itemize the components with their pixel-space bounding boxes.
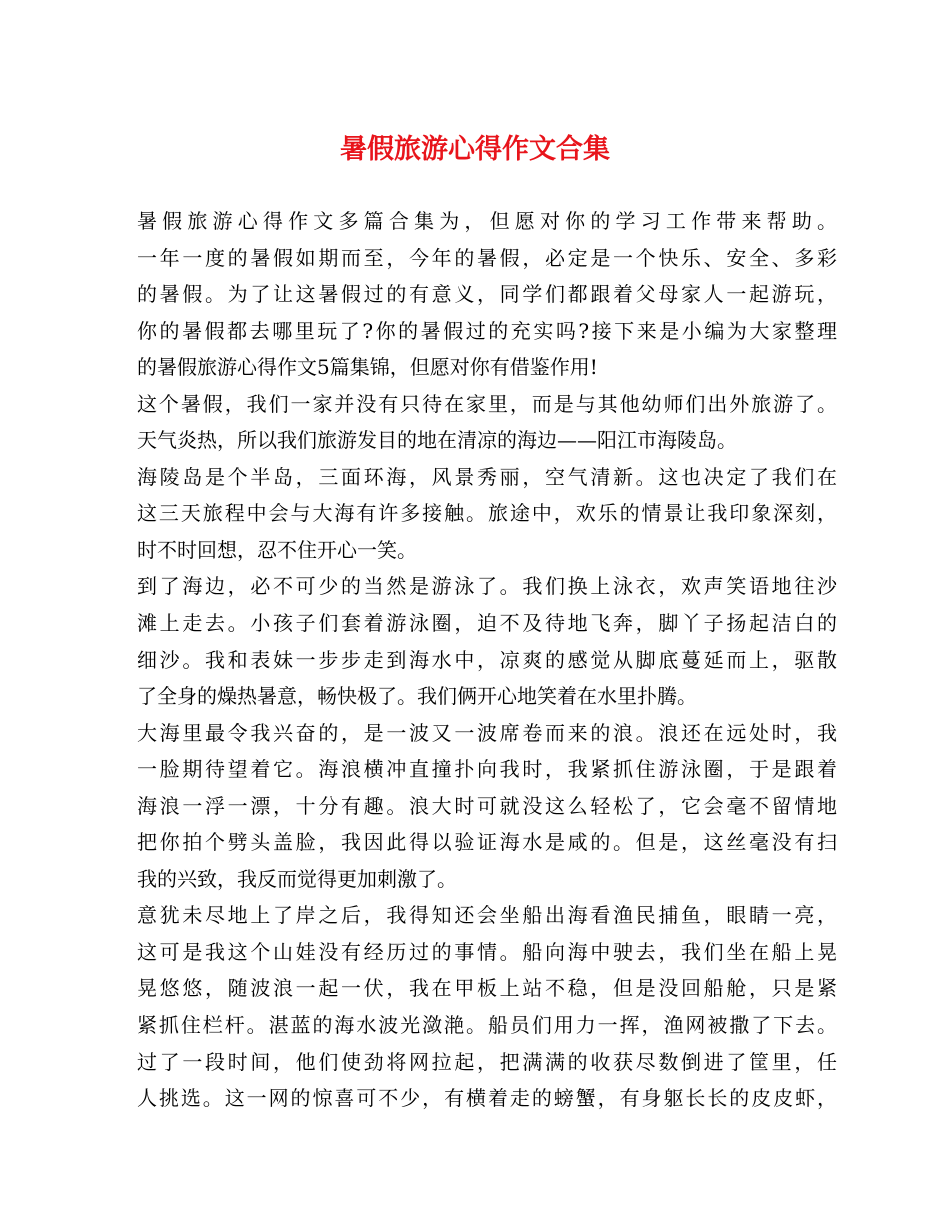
text-line: 把你拍个劈头盖脸，我因此得以验证海水是咸的。但是，这丝毫没有扫 bbox=[137, 830, 837, 855]
text-line: 一脸期待望着它。海浪横冲直撞扑向我时，我紧抓住游泳圈，于是跟着 bbox=[137, 757, 837, 782]
text-line: 这三天旅程中会与大海有许多接触。旅途中，欢乐的情景让我印象深刻， bbox=[137, 501, 837, 526]
text-line: 到了海边，必不可少的当然是游泳了。我们换上泳衣，欢声笑语地往沙 bbox=[137, 574, 837, 599]
text-line: 暑假旅游心得作文多篇合集为，但愿对你的学习工作带来帮助。 bbox=[137, 209, 837, 233]
text-line: 了全身的燥热暑意，畅快极了。我们俩开心地笑着在水里扑腾。 bbox=[137, 684, 697, 709]
text-line: 的暑假旅游心得作文5篇集锦，但愿对你有借鉴作用! bbox=[137, 355, 598, 380]
text-line: 海陵岛是个半岛，三面环海，风景秀丽，空气清新。这也决定了我们在 bbox=[137, 464, 837, 489]
text-line: 晃悠悠，随波浪一起一伏，我在甲板上站不稳，但是没回船舱，只是紧 bbox=[137, 976, 837, 1001]
text-line: 过了一段时间，他们使劲将网拉起，把满满的收获尽数倒进了筐里，任 bbox=[137, 1049, 837, 1074]
text-line: 天气炎热，所以我们旅游发目的地在清凉的海边——阳江市海陵岛。 bbox=[137, 428, 737, 453]
text-line: 时不时回想，忍不住开心一笑。 bbox=[137, 537, 417, 562]
text-line: 这可是我这个山娃没有经历过的事情。船向海中驶去，我们坐在船上晃 bbox=[137, 939, 837, 964]
document-title: 暑假旅游心得作文合集 bbox=[340, 134, 610, 165]
text-line: 这个暑假，我们一家并没有只待在家里，而是与其他幼师们出外旅游了。 bbox=[137, 391, 837, 416]
text-line: 海浪一浮一漂，十分有趣。浪大时可就没这么轻松了，它会毫不留情地 bbox=[137, 793, 837, 818]
text-line: 意犹未尽地上了岸之后，我得知还会坐船出海看渔民捕鱼，眼睛一亮， bbox=[137, 903, 837, 928]
text-line: 我的兴致，我反而觉得更加刺激了。 bbox=[137, 866, 457, 891]
text-line: 大海里最令我兴奋的，是一波又一波席卷而来的浪。浪还在远处时，我 bbox=[137, 720, 837, 745]
text-line: 一年一度的暑假如期而至，今年的暑假，必定是一个快乐、安全、多彩 bbox=[137, 245, 837, 270]
text-line: 人挑选。这一网的惊喜可不少，有横着走的螃蟹，有身躯长长的皮皮虾， bbox=[137, 1086, 837, 1111]
text-line: 滩上走去。小孩子们套着游泳圈，迫不及待地飞奔，脚丫子扬起洁白的 bbox=[137, 611, 837, 636]
text-line: 的暑假。为了让这暑假过的有意义，同学们都跟着父母家人一起游玩， bbox=[137, 282, 837, 307]
text-line: 细沙。我和表妹一步步走到海水中，凉爽的感觉从脚底蔓延而上，驱散 bbox=[137, 647, 837, 672]
document-body bbox=[137, 203, 837, 1117]
text-line: 紧抓住栏杆。湛蓝的海水波光潋滟。船员们用力一挥，渔网被撒了下去。 bbox=[137, 1013, 837, 1038]
text-line: 你的暑假都去哪里玩了?你的暑假过的充实吗?接下来是小编为大家整理 bbox=[137, 318, 837, 343]
